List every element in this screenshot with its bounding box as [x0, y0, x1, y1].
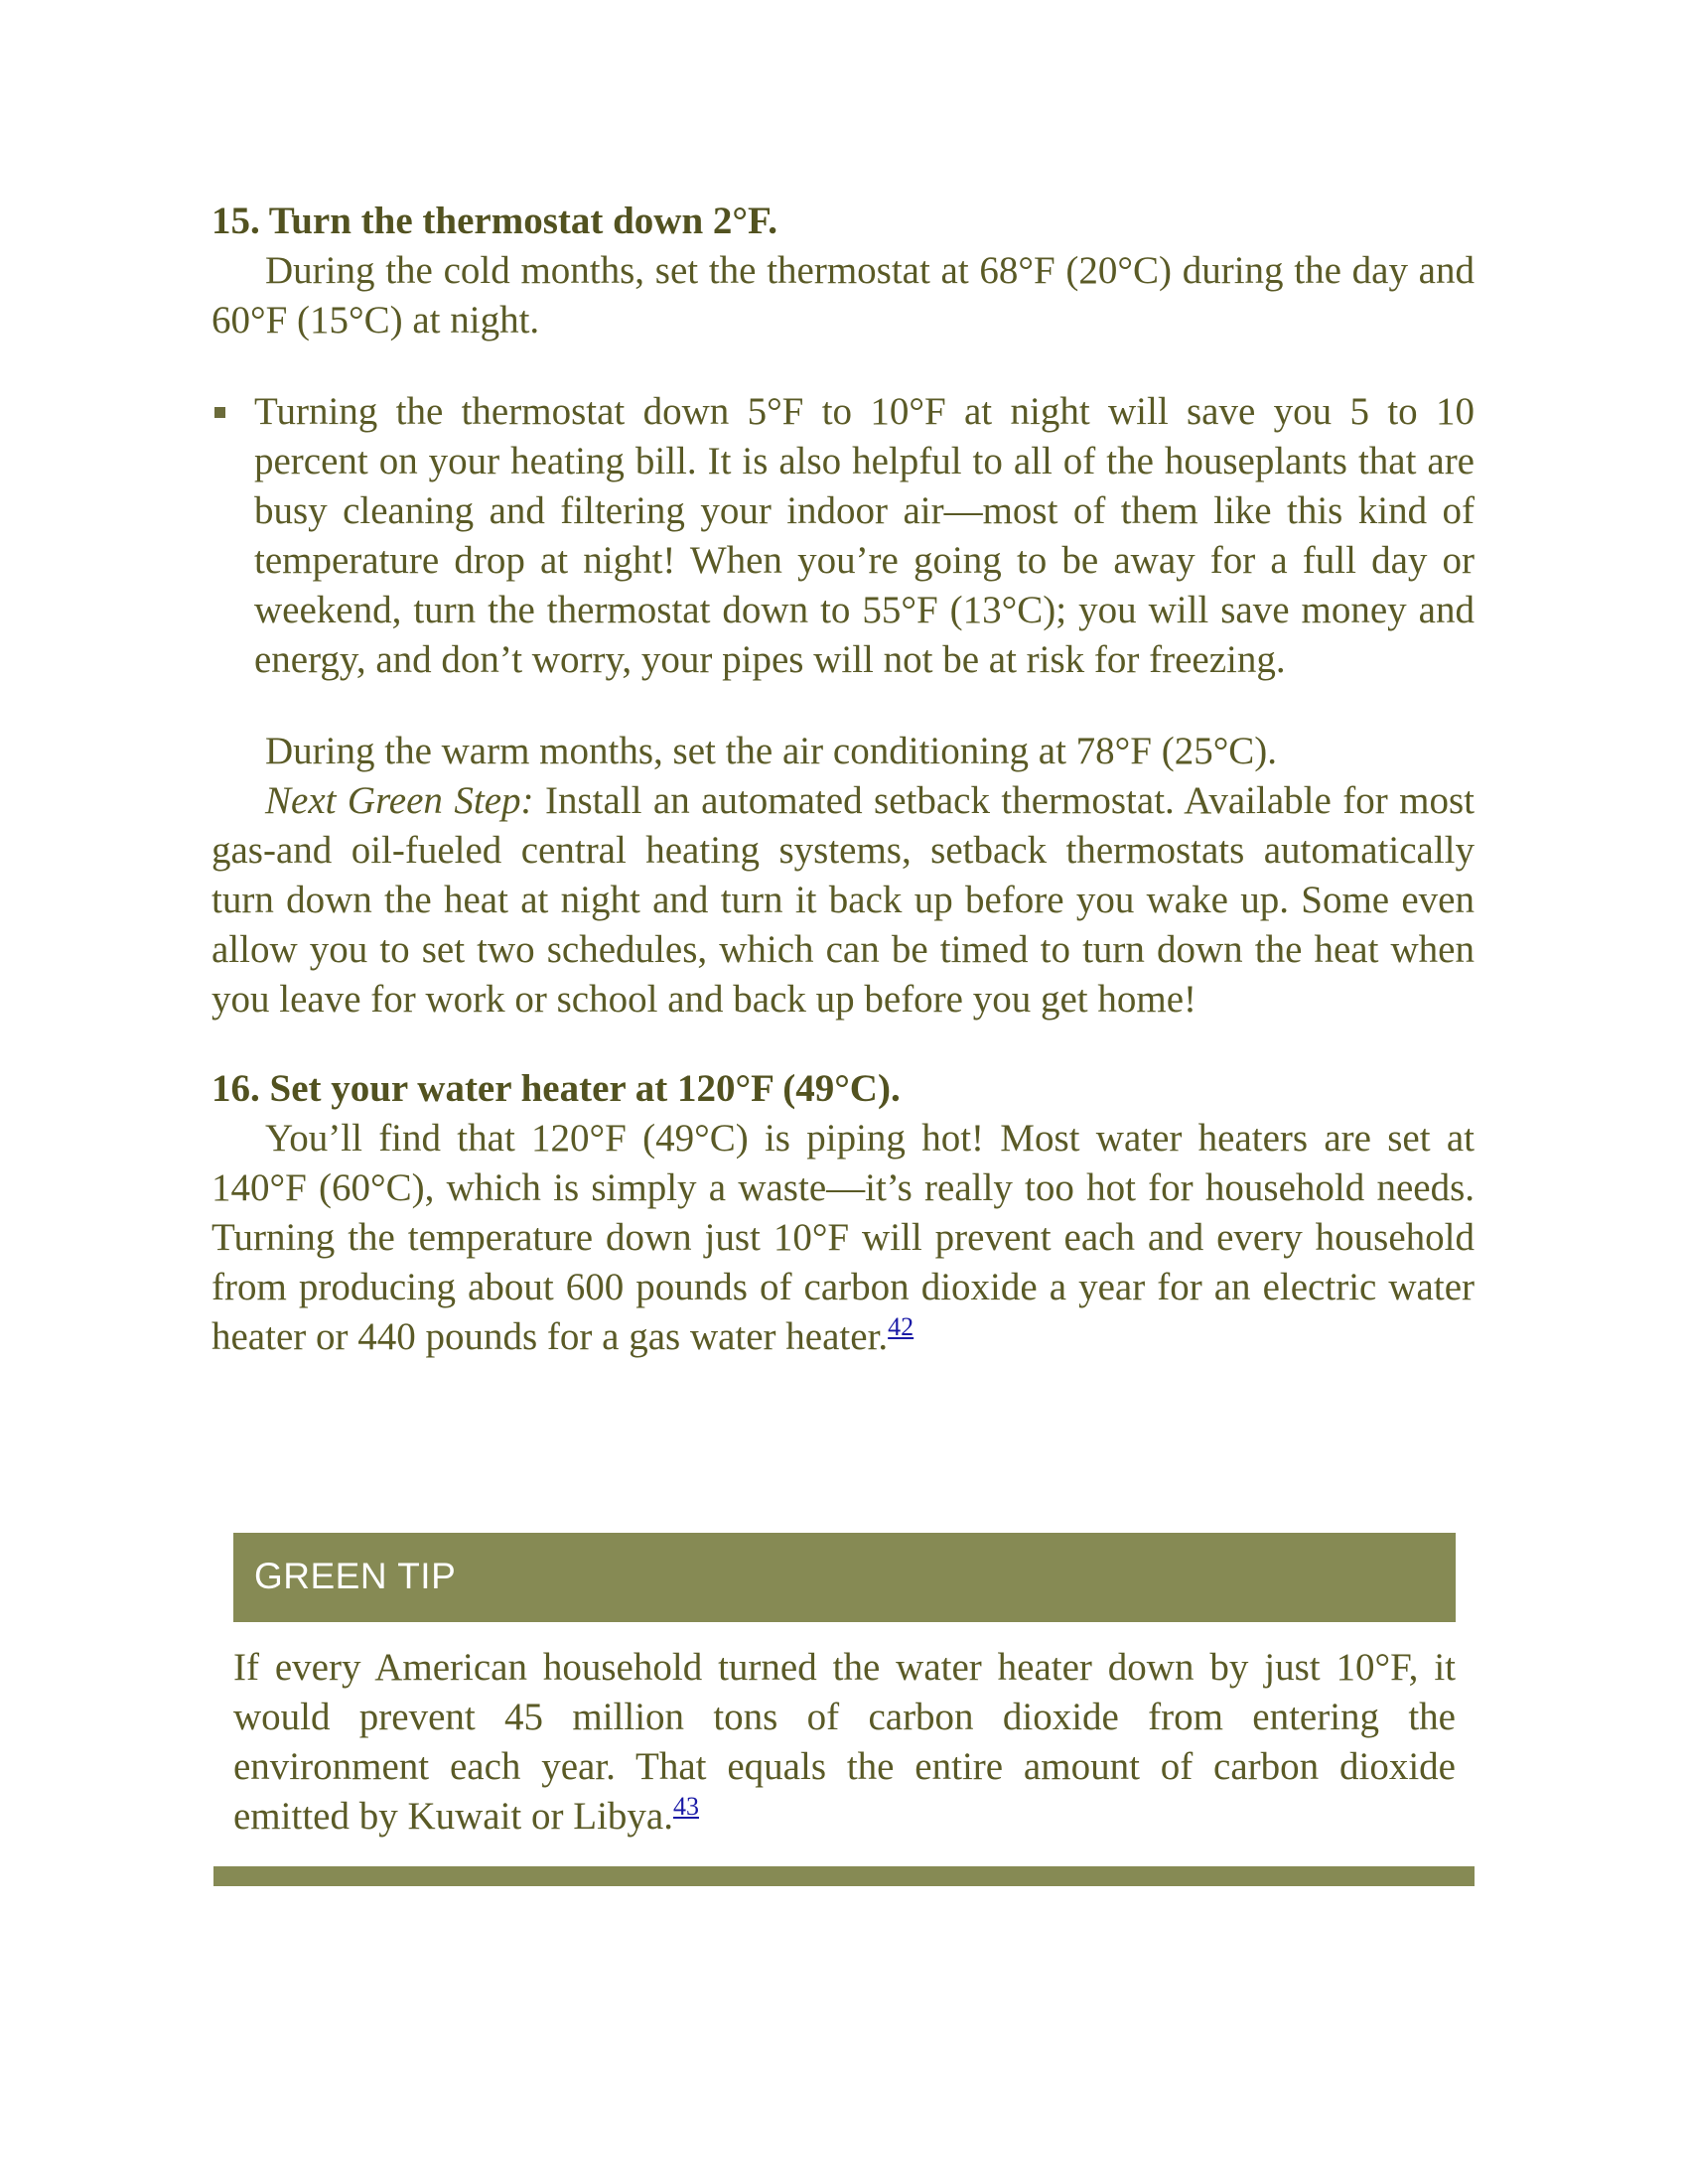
page-content: [211, 197, 1475, 1362]
next-green-step-text: Install an automated setback thermostat. Available for most gas-and oil-fueled central heating systems, setback thermostats automatically turn down the heat at night and turn it back up before you wake up. Some even allow you to set two schedules, which can be timed to turn down the heat when you leave for work or school and back up before you get home!: [211, 779, 1475, 1021]
section-16-heading: 16. Set your water heater at 120°F (49°C).: [211, 1067, 901, 1110]
green-tip-body: [233, 1643, 1456, 1842]
green-tip-title: GREEN TIP: [254, 1556, 457, 1596]
section-15-intro: During the cold months, set the thermostat at 68°F (20°C) during the day and 60°F (15°C) at night.: [211, 249, 1475, 341]
green-tip-text: If every American household turned the water heater down by just 10°F, it would prevent 45 million tons of carbon dioxide from entering the environment each year. That equals the entire amount of carbon dioxide emitted by Kuwait or Libya.: [233, 1646, 1456, 1838]
green-tip-banner: [233, 1533, 1456, 1622]
next-green-step-label: Next Green Step:: [265, 779, 534, 822]
warm-months-paragraph: During the warm months, set the air conditioning at 78°F (25°C).: [265, 730, 1278, 772]
footnote-link-43[interactable]: 43: [672, 1792, 699, 1821]
bullet-text: Turning the thermostat down 5°F to 10°F at night will save you 5 to 10 percent on your heating bill. It is also helpful to all of the houseplants that are busy cleaning and filtering your indoor air—most of them like this kind of temperature drop at night! When you’re going to be away for a full day or weekend, turn the thermostat down to 55°F (13°C); you will save money and energy, and don’t worry, your pipes will not be at risk for freezing.: [254, 390, 1475, 681]
bullet-item: [211, 387, 1475, 685]
green-tip-bottom-rule: [213, 1866, 1475, 1886]
square-bullet-icon: [214, 407, 225, 418]
section-16-body: [211, 1114, 1475, 1362]
section-15-heading: 15. Turn the thermostat down 2°F.: [211, 200, 777, 242]
next-green-step-paragraph: [211, 776, 1475, 1024]
footnote-link-42[interactable]: 42: [888, 1312, 914, 1341]
section-16-text: You’ll find that 120°F (49°C) is piping hot! Most water heaters are set at 140°F (60°C), which is simply a waste—it’s really too hot for household needs. Turning the temperature down just 10°F will prevent each and every household from producing about 600 pounds of carbon dioxide a year for an electric water heater or 440 pounds for a gas water heater.: [211, 1117, 1475, 1358]
